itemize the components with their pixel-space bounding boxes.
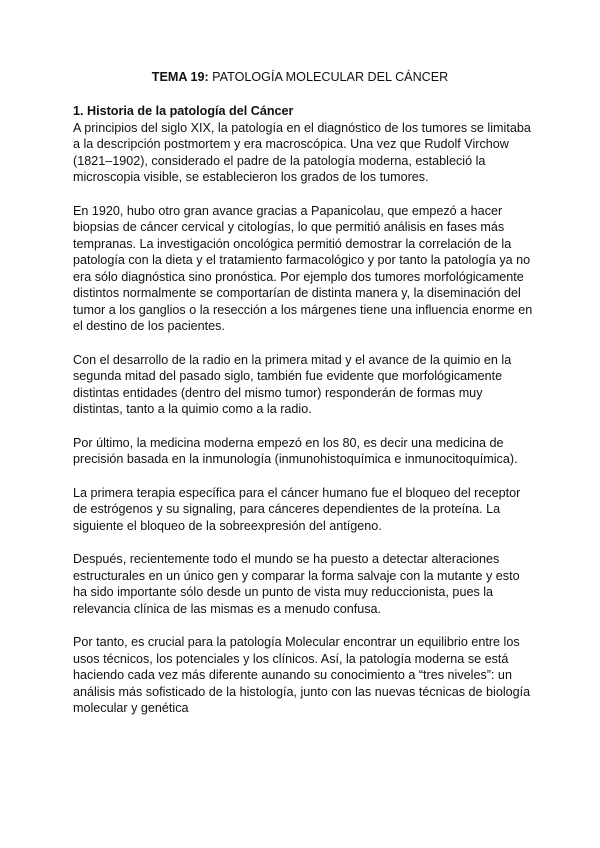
paragraph-6: Después, recientemente todo el mundo se ha puesto a detectar alteraciones estructurales en un único gen y comparar la forma salvaje con la mutante y esto ha sido importante sólo desde un punto de vista muy reduccionista, pues la relevancia clínica de las mismas es a menudo confusa. bbox=[73, 552, 520, 616]
page-title bbox=[0, 68, 600, 86]
section-heading: 1. Historia de la patología del Cáncer bbox=[73, 104, 294, 118]
paragraph-4: Por último, la medicina moderna empezó en los 80, es decir una medicina de precisión basada en la inmunología (inmunohistoquímica e inmunocitoquímica). bbox=[73, 435, 518, 466]
paragraph-3: Con el desarrollo de la radio en la primera mitad y el avance de la quimio en la segunda mitad del pasado siglo, también fue evidente que morfológicamente distintas entidades (dentro del mismo tumor) responderán de formas muy distintas, tanto a la quimio como a la radio. bbox=[73, 352, 512, 416]
paragraph-1: A principios del siglo XIX, la patología en el diagnóstico de los tumores se limitaba a la descripción postmortem y era macroscópica. Una vez que Rudolf Virchow (1821–1902), considerado el padre de la patología moderna, estableció la microscopia visible, se establecieron los grados de los tumores. bbox=[73, 120, 531, 184]
paragraph-7: Por tanto, es crucial para la patología Molecular encontrar un equilibrio entre los usos técnicos, los potenciales y los clínicos. Así, la patología moderna se está haciendo cada vez más diferente aunando su conocimiento a “tres niveles”: un análisis más sofisticado de la histología, junto con las nuevas técnicas de biología molecular y genética bbox=[73, 635, 531, 715]
title-text: PATOLOGÍA MOLECULAR DEL CÁNCER bbox=[212, 70, 449, 84]
document-body bbox=[73, 103, 535, 734]
title-prefix: TEMA 19: bbox=[151, 70, 209, 84]
paragraph-5: La primera terapia específica para el cáncer humano fue el bloqueo del receptor de estrógenos y su signaling, para cánceres dependientes de la proteína. La siguiente el bloqueo de la sobreexpresión del antígeno. bbox=[73, 485, 521, 533]
paragraph-2: En 1920, hubo otro gran avance gracias a Papanicolau, que empezó a hacer biopsias de cáncer cervical y citologías, lo que permitió análisis en fases más tempranas. La investigación oncológica permitió demostrar la correlación de la patología con la dieta y el tratamiento farmacológico y por tanto la patología ya no era sólo diagnóstica sino pronóstica. Por ejemplo dos tumores morfológicamente distintos normalmente se comportarían de distinta manera y, la diseminación del tumor a los ganglios o la resección a los márgenes tiene una influencia enorme en el destino de los pacientes. bbox=[73, 203, 533, 333]
